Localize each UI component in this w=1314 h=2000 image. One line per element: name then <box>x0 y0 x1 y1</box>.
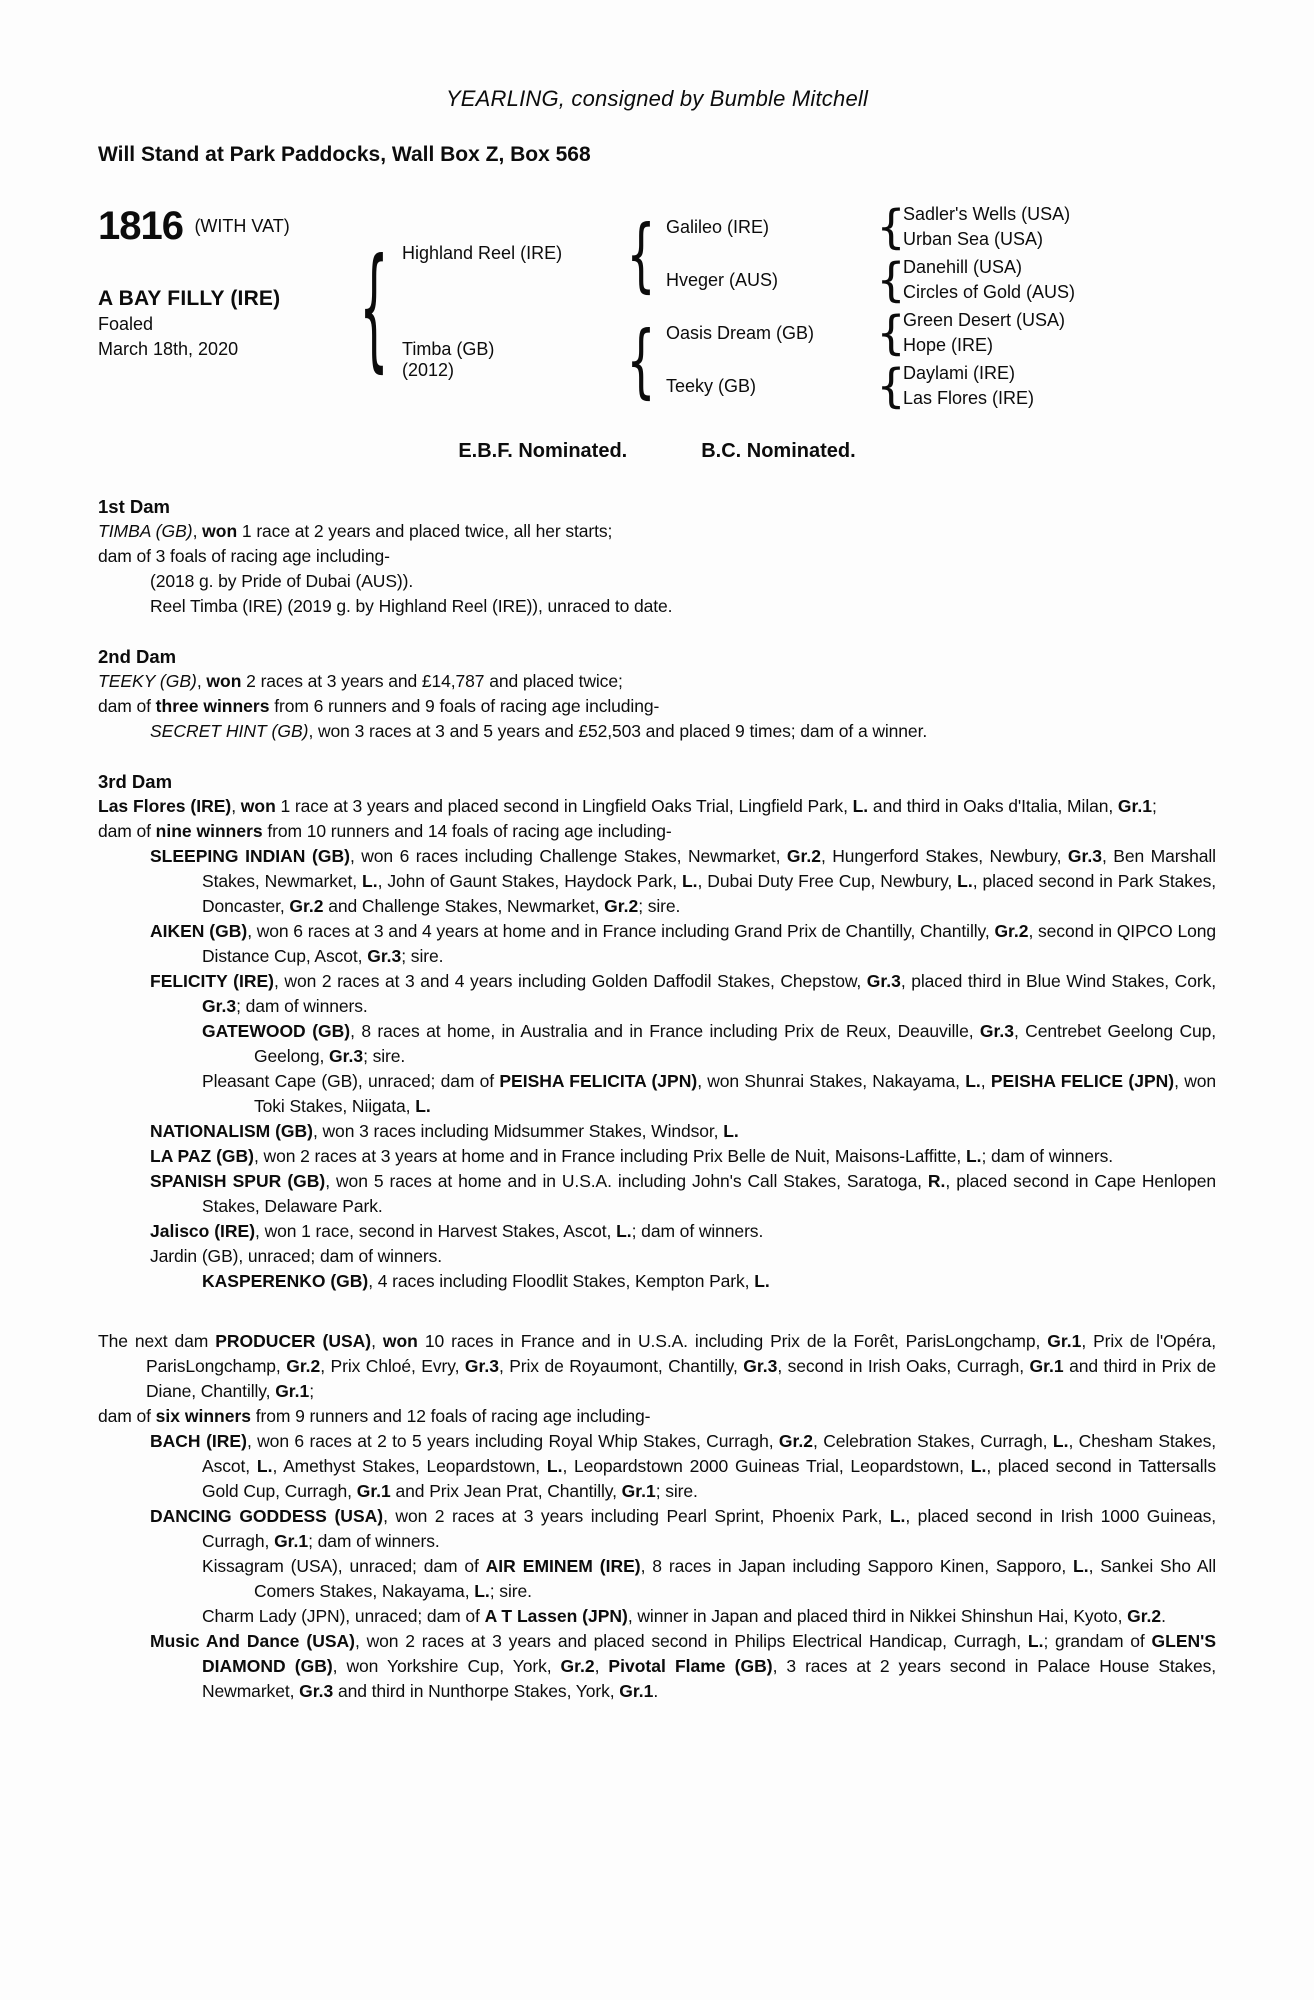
dam-branch <box>388 308 1075 411</box>
pedigree-paragraph: FELICITY (IRE), won 2 races at 3 and 4 years including Golden Daffodil Stakes, Chepstow, Gr.3, placed third in Blue Wind Stakes, Cork, Gr.3; dam of winners. <box>150 971 1216 1016</box>
pedigree-paragraph: dam of 3 foals of racing age including- <box>98 546 390 566</box>
pedigree-paragraph: dam of three winners from 6 runners and 9 foals of racing age including- <box>98 696 660 716</box>
next-dam-section <box>98 1329 1216 1704</box>
sire-gen2-column <box>654 202 1075 305</box>
gen2-branch <box>654 255 1075 305</box>
pedigree-paragraph: dam of six winners from 9 runners and 12 foals of racing age including- <box>98 1406 651 1426</box>
bc-nomination: B.C. Nominated. <box>701 440 856 462</box>
foaled-label: Foaled <box>98 314 154 334</box>
pedigree-paragraph: DANCING GODDESS (USA), won 2 races at 3 years including Pearl Sprint, Phoenix Park, L., placed second in Irish 1000 Guineas, Curragh, Gr.1; dam of winners. <box>150 1506 1216 1551</box>
pedigree-brace-gen3: { <box>876 306 906 360</box>
dam-year: (2012) <box>402 359 455 380</box>
pedigree-paragraph: SLEEPING INDIAN (GB), won 6 races including Challenge Stakes, Newmarket, Gr.2, Hungerford Stakes, Newbury, Gr.3, Ben Marshall Stakes, Newmarket, L., John of Gaunt Stakes, Haydock Park, L., Dubai Duty Free Cup, Newbury, L., placed second in Park Stakes, Doncaster, Gr.2 and Challenge Stakes, Newmarket, Gr.2; sire. <box>150 846 1216 916</box>
first-dam-section <box>98 494 1216 619</box>
foaled-date: March 18th, 2020 <box>98 339 239 359</box>
gen3-name: Urban Sea (USA) <box>903 229 1044 249</box>
gen3-name: Green Desert (USA) <box>903 310 1066 330</box>
gen3-pair <box>903 361 1034 411</box>
pedigree-paragraph: (2018 g. by Pride of Dubai (AUS)). <box>150 571 414 591</box>
stand-location-line: Will Stand at Park Paddocks, Wall Box Z, Box 568 <box>98 143 591 166</box>
pedigree-paragraph: Charm Lady (JPN), unraced; dam of A T Lassen (JPN), winner in Japan and placed third in Nikkei Shinshun Hai, Kyoto, Gr.2. <box>202 1606 1166 1626</box>
pedigree-paragraph: Music And Dance (USA), won 2 races at 3 years and placed second in Philips Electrical Handicap, Curragh, L.; grandam of GLEN'S DIAMOND (GB), won Yorkshire Cup, York, Gr.2, Pivotal Flame (GB), 3 races at 2 years second in Palace House Stakes, Newmarket, Gr.3 and third in Nunthorpe Stakes, York, Gr.1. <box>150 1631 1216 1701</box>
pedigree-paragraph: KASPERENKO (GB), 4 races including Floodlit Stakes, Kempton Park, L. <box>202 1271 770 1291</box>
gen3-name: Danehill (USA) <box>903 257 1023 277</box>
pedigree-brace-gen3: { <box>876 359 906 413</box>
grandsire-name: Oasis Dream (GB) <box>666 322 815 343</box>
pedigree-paragraph: Reel Timba (IRE) (2019 g. by Highland Reel (IRE)), unraced to date. <box>150 596 673 616</box>
gen3-name: Circles of Gold (AUS) <box>903 282 1076 302</box>
pedigree-paragraph: TIMBA (GB), won 1 race at 2 years and placed twice, all her starts; <box>98 521 613 541</box>
pedigree-paragraph: LA PAZ (GB), won 2 races at 3 years at home and in France including Prix Belle de Nuit, Maisons-Laffitte, L.; dam of winners. <box>150 1146 1114 1166</box>
dam-heading: 3rd Dam <box>98 771 173 792</box>
gen3-name: Sadler's Wells (USA) <box>903 204 1071 224</box>
granddam-name: Teeky (GB) <box>666 375 757 396</box>
page-content <box>98 86 1216 1704</box>
pedigree-paragraph: SECRET HINT (GB), won 3 races at 3 and 5 years and £52,503 and placed 9 times; dam of a winner. <box>150 721 928 741</box>
pedigree-block <box>98 202 1216 411</box>
pedigree-paragraph: The next dam PRODUCER (USA), won 10 races in France and in U.S.A. including Prix de la Forêt, ParisLongchamp, Gr.1, Prix de l'Opéra, ParisLongchamp, Gr.2, Prix Chloé, Evry, Gr.3, Prix de Royaumont, Chantilly, Gr.3, second in Irish Oaks, Curragh, Gr.1 and third in Prix de Diane, Chantilly, Gr.1; <box>98 1331 1216 1401</box>
pedigree-paragraph: Jardin (GB), unraced; dam of winners. <box>150 1246 442 1266</box>
gen3-pair <box>903 308 1065 358</box>
gen3-name: Daylami (IRE) <box>903 363 1016 383</box>
pedigree-paragraph: TEEKY (GB), won 2 races at 3 years and £14,787 and placed twice; <box>98 671 623 691</box>
gen3-pair <box>903 202 1070 252</box>
lot-line <box>98 206 360 246</box>
gen2-branch <box>654 361 1065 411</box>
gen3-pair <box>903 255 1075 305</box>
dam-heading: 2nd Dam <box>98 646 177 667</box>
gen2-branch <box>654 202 1075 252</box>
dam-name-block <box>388 339 628 381</box>
dam-heading: 1st Dam <box>98 496 170 517</box>
gen2-branch <box>654 308 1065 358</box>
pedigree-brace-gen3: { <box>876 253 906 307</box>
dam-name: Timba (GB) <box>402 338 495 359</box>
gen3-name: Las Flores (IRE) <box>903 388 1035 408</box>
pedigree-brace-gen3: { <box>876 200 906 254</box>
pedigree-brace-gen1: { <box>359 228 389 385</box>
dam-gen2-column <box>654 308 1065 411</box>
pedigree-paragraph: Jalisco (IRE), won 1 race, second in Harvest Stakes, Ascot, L.; dam of winners. <box>150 1221 764 1241</box>
pedigree-paragraph: SPANISH SPUR (GB), won 5 races at home and in U.S.A. including John's Call Stakes, Saratoga, R., placed second in Cape Henlopen Stakes, Delaware Park. <box>150 1171 1216 1216</box>
vat-note: (WITH VAT) <box>194 215 290 236</box>
pedigree-paragraph: BACH (IRE), won 6 races at 2 to 5 years including Royal Whip Stakes, Curragh, Gr.2, Celebration Stakes, Curragh, L., Chesham Stakes, Ascot, L., Amethyst Stakes, Leopardstown, L., Leopardstown 2000 Guineas Trial, Leopardstown, L., placed second in Tattersalls Gold Cup, Curragh, Gr.1 and Prix Jean Prat, Chantilly, Gr.1; sire. <box>150 1431 1216 1501</box>
lot-number: 1816 <box>98 204 183 248</box>
pedigree-gen1-column <box>388 202 1075 411</box>
dam-sections <box>98 494 1216 1704</box>
nominations-line <box>98 439 1216 464</box>
pedigree-paragraph: Pleasant Cape (GB), unraced; dam of PEISHA FELICITA (JPN), won Shunrai Stakes, Nakayama, L., PEISHA FELICE (JPN), won Toki Stakes, Niigata, L. <box>202 1071 1217 1116</box>
pedigree-paragraph: NATIONALISM (GB), won 3 races including Midsummer Stakes, Windsor, L. <box>150 1121 739 1141</box>
grandsire-name: Galileo (IRE) <box>666 216 770 237</box>
consignor-line: YEARLING, consigned by Bumble Mitchell <box>445 86 869 111</box>
pedigree-brace-sire: { <box>626 206 656 301</box>
pedigree-paragraph: dam of nine winners from 10 runners and 14 foals of racing age including- <box>98 821 672 841</box>
pedigree-paragraph: GATEWOOD (GB), 8 races at home, in Australia and in France including Prix de Reux, Deauville, Gr.3, Centrebet Geelong Cup, Geelong, Gr.3; sire. <box>202 1021 1217 1066</box>
pedigree-brace-dam: { <box>626 312 656 407</box>
pedigree-paragraph: Kissagram (USA), unraced; dam of AIR EMINEM (IRE), 8 races in Japan including Sapporo Kinen, Sapporo, L., Sankei Sho All Comers Stakes, Nakayama, L.; sire. <box>202 1556 1216 1601</box>
granddam-name: Hveger (AUS) <box>666 269 779 290</box>
horse-name: A BAY FILLY (IRE) <box>98 287 281 310</box>
pedigree-tree <box>360 202 1075 411</box>
lot-block <box>98 202 360 362</box>
ebf-nomination: E.B.F. Nominated. <box>458 440 628 462</box>
pedigree-paragraph: AIKEN (GB), won 6 races at 3 and 4 years at home and in France including Grand Prix de Chantilly, Chantilly, Gr.2, second in QIPCO Long Distance Cup, Ascot, Gr.3; sire. <box>150 921 1216 966</box>
second-dam-section <box>98 644 1216 744</box>
pedigree-paragraph: Las Flores (IRE), won 1 race at 3 years and placed second in Lingfield Oaks Trial, Lingfield Park, L. and third in Oaks d'Italia, Milan, Gr.1; <box>98 796 1157 816</box>
third-dam-section <box>98 769 1216 1294</box>
gen3-name: Hope (IRE) <box>903 335 994 355</box>
sire-branch <box>388 202 1075 305</box>
sire-name: Highland Reel (IRE) <box>402 243 563 263</box>
